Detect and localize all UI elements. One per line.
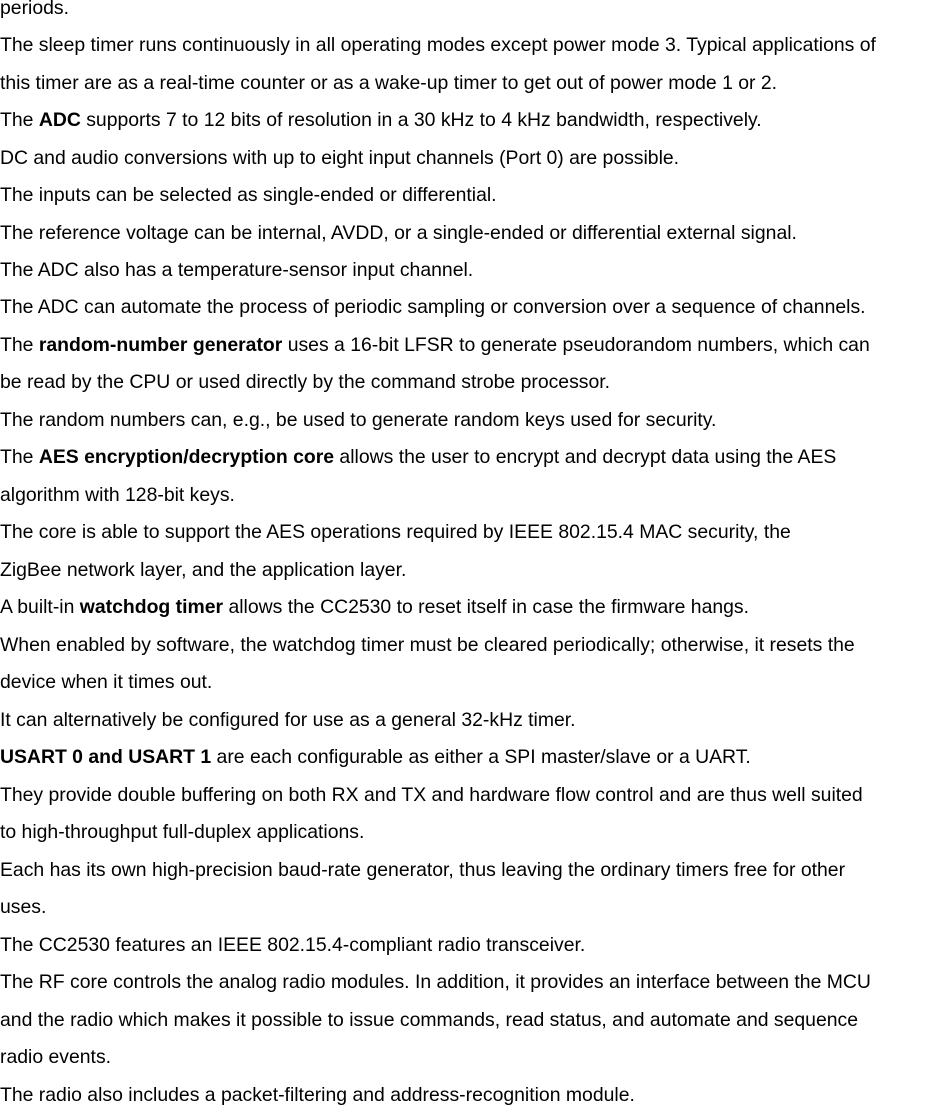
text-line [0, 1009, 858, 1031]
text-run: uses a 16-bit LFSR to generate pseudorandom numbers, which can [282, 334, 870, 356]
text-run: and the radio which makes it possible to issue commands, read status, and automate and sequence [0, 1009, 858, 1031]
text-run: algorithm with 128-bit keys. [0, 484, 235, 506]
text-line [0, 1046, 111, 1068]
bold-term: watchdog timer [79, 596, 224, 618]
text-run: The sleep timer runs continuously in all operating modes except power mode 3. Typical applications of [0, 34, 876, 56]
text-run: The [0, 446, 39, 468]
text-run: The reference voltage can be internal, AVDD, or a single-ended or differential external signal. [0, 222, 797, 244]
text-run: are each configurable as either a SPI master/slave or a UART. [211, 746, 751, 768]
text-line [0, 222, 797, 244]
text-run: device when it times out. [0, 671, 213, 693]
text-line [0, 634, 855, 656]
text-line [0, 746, 751, 768]
text-run: The CC2530 features an IEEE 802.15.4-compliant radio transceiver. [0, 934, 586, 956]
text-line [0, 784, 863, 806]
text-run: The [0, 334, 39, 356]
text-line [0, 371, 610, 393]
text-run: The [0, 109, 39, 131]
text-line [0, 821, 364, 843]
text-run: When enabled by software, the watchdog timer must be cleared periodically; otherwise, it resets the [0, 634, 855, 656]
text-run: They provide double buffering on both RX and TX and hardware flow control and are thus well suited [0, 784, 863, 806]
text-run: The ADC also has a temperature-sensor input channel. [0, 259, 474, 281]
text-line [0, 334, 870, 356]
bold-term: ADC [38, 109, 81, 131]
text-run: DC and audio conversions with up to eight input channels (Port 0) are possible. [0, 147, 680, 169]
text-run: radio events. [0, 1046, 112, 1068]
text-line [0, 0, 69, 19]
text-run: be read by the CPU or used directly by the command strobe processor. [0, 371, 611, 393]
text-line [0, 296, 866, 318]
text-run: periods. [0, 0, 69, 19]
text-line [0, 596, 749, 618]
text-line [0, 859, 845, 881]
text-run: Each has its own high-precision baud-rate generator, thus leaving the ordinary timers free for other [0, 859, 846, 881]
text-line [0, 671, 212, 693]
text-line [0, 709, 576, 731]
text-run: The RF core controls the analog radio modules. In addition, it provides an interface between the MCU [0, 971, 871, 993]
text-line [0, 1084, 635, 1106]
text-line [0, 446, 836, 468]
text-run: A built-in [0, 596, 80, 618]
bold-term: random-number generator [38, 334, 283, 356]
text-line [0, 484, 235, 506]
bold-term: USART 0 and USART 1 [0, 746, 212, 768]
text-run: The core is able to support the AES operations required by IEEE 802.15.4 MAC security, the [0, 521, 791, 543]
text-line [0, 521, 791, 543]
text-line [0, 971, 871, 993]
text-run: supports 7 to 12 bits of resolution in a 30 kHz to 4 kHz bandwidth, respectively. [80, 109, 762, 131]
text-run: ZigBee network layer, and the application layer. [0, 559, 407, 581]
text-run: this timer are as a real-time counter or as a wake-up timer to get out of power mode 1 or 2. [0, 72, 778, 94]
text-run: The ADC can automate the process of periodic sampling or conversion over a sequence of channels. [0, 296, 866, 318]
text-line [0, 34, 876, 56]
text-line [0, 934, 585, 956]
text-line [0, 259, 473, 281]
text-line [0, 184, 497, 206]
text-run: uses. [0, 896, 47, 918]
text-run: allows the CC2530 to reset itself in case the firmware hangs. [223, 596, 750, 618]
text-line [0, 147, 679, 169]
text-run: The inputs can be selected as single-ended or differential. [0, 184, 497, 206]
text-line [0, 72, 777, 94]
text-run: It can alternatively be configured for use as a general 32-kHz timer. [0, 709, 576, 731]
text-run: The random numbers can, e.g., be used to generate random keys used for security. [0, 409, 717, 431]
text-line [0, 896, 46, 918]
text-run: The radio also includes a packet-filtering and address-recognition module. [0, 1084, 635, 1106]
text-line [0, 109, 762, 131]
text-run: to high-throughput full-duplex applications. [0, 821, 365, 843]
text-line [0, 559, 406, 581]
bold-term: AES encryption/decryption core [38, 446, 335, 468]
text-line [0, 409, 716, 431]
text-run: allows the user to encrypt and decrypt data using the AES [334, 446, 837, 468]
